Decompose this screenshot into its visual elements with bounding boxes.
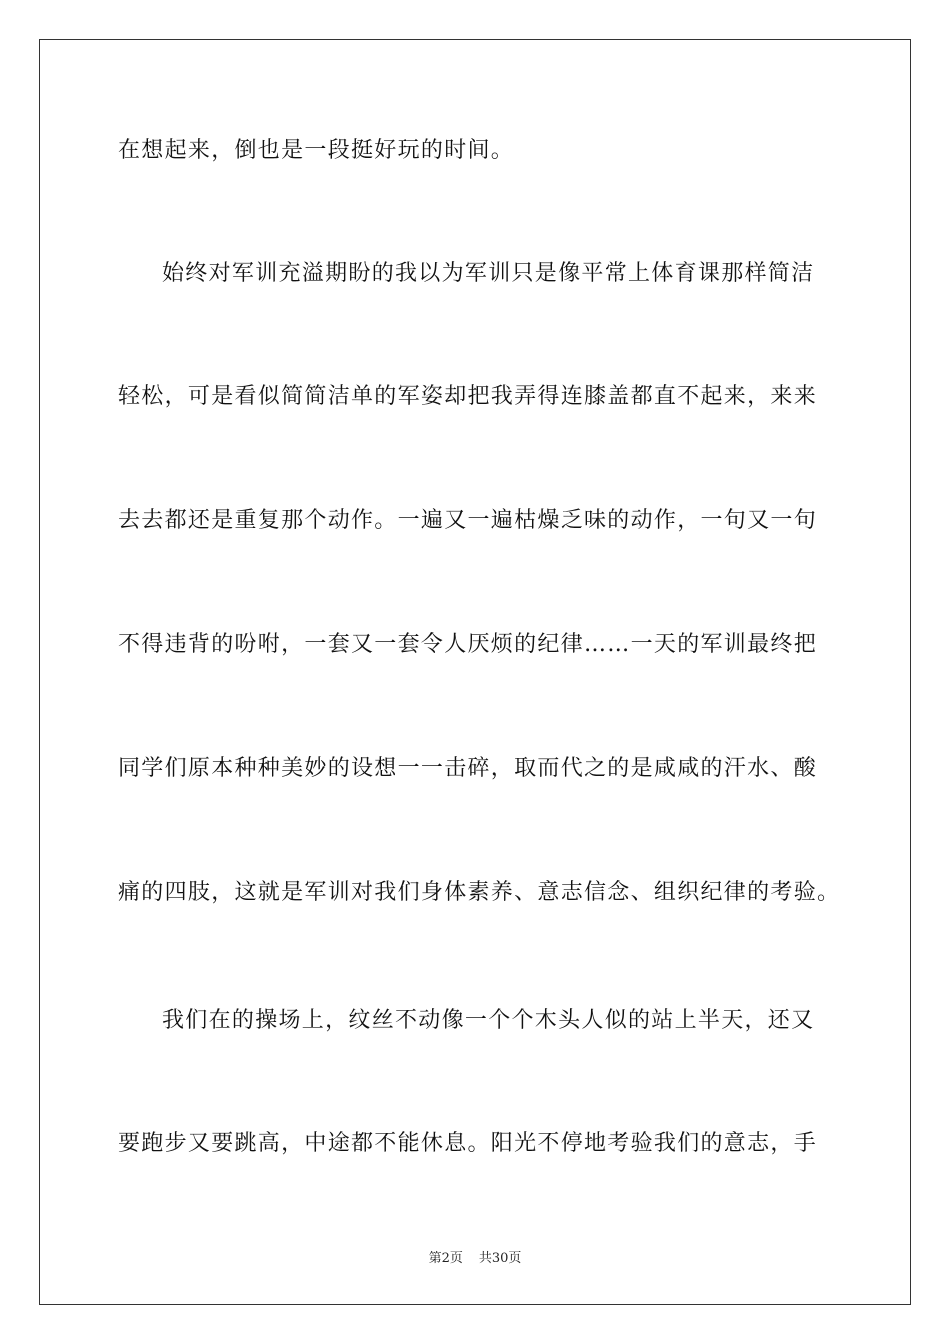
text-line: 在想起来，倒也是一段挺好玩的时间。 [118, 138, 515, 163]
paragraph-first-line: 我们在的操场上，纹丝不动像一个个木头人似的站上半天，还又 [162, 1008, 815, 1033]
text-line: 去去都还是重复那个动作。一遍又一遍枯燥乏味的动作，一句又一句 [118, 508, 818, 533]
page-border [39, 39, 911, 1305]
text-line: 要跑步又要跳高，中途都不能休息。阳光不停地考验我们的意志，手 [118, 1131, 818, 1156]
text-line: 轻松，可是看似简简洁单的军姿却把我弄得连膝盖都直不起来，来来 [118, 384, 818, 409]
page-total: 共30页 [478, 1251, 522, 1266]
page-number: 第2页 [428, 1251, 463, 1266]
paragraph-first-line: 始终对军训充溢期盼的我以为军训只是像平常上体育课那样简洁 [162, 261, 815, 286]
page-footer [0, 1247, 950, 1266]
text-line: 同学们原本种种美妙的设想一一击碎，取而代之的是咸咸的汗水、酸 [118, 756, 818, 781]
text-line: 不得违背的吩咐，一套又一套令人厌烦的纪律……一天的军训最终把 [118, 632, 818, 657]
text-line: 痛的四肢，这就是军训对我们身体素养、意志信念、组织纪律的考验。 [118, 880, 841, 905]
